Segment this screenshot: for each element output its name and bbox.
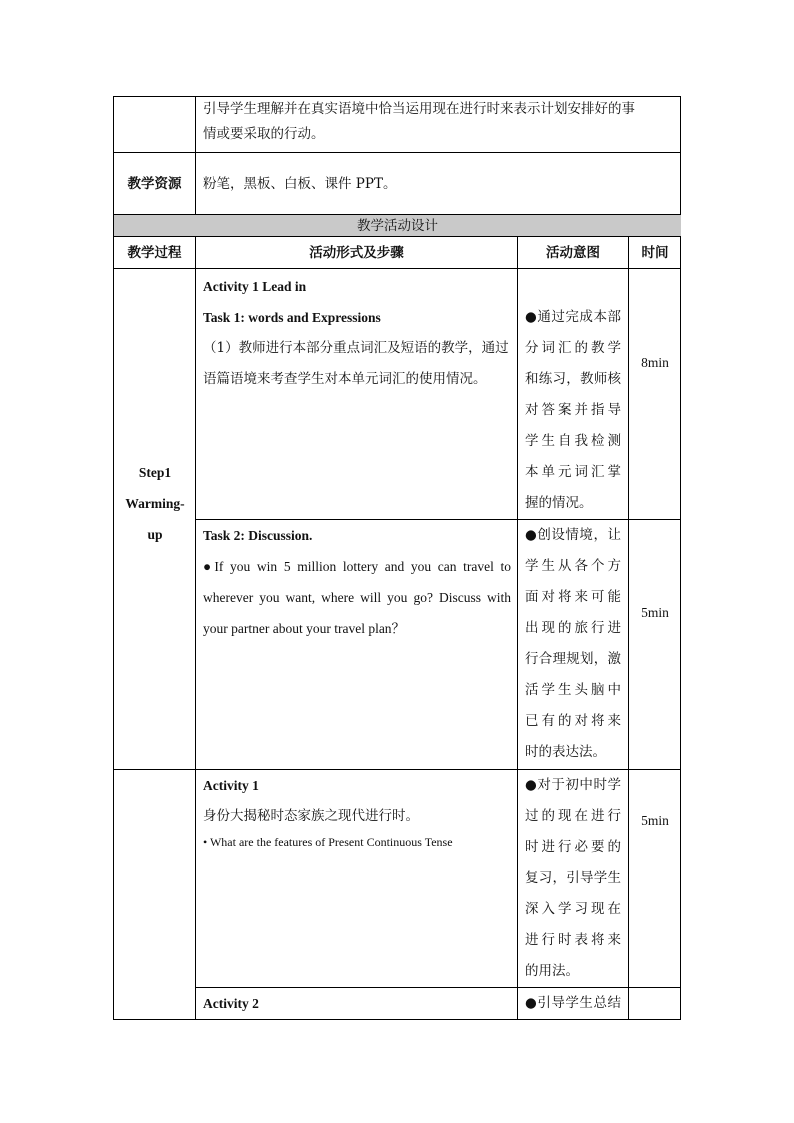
task1-steps-cell xyxy=(196,269,518,520)
section-title-bar xyxy=(114,215,681,237)
task2-intent-cell xyxy=(518,520,629,770)
objective-line: 引导学生理解并在真实语境中恰当运用现在进行时来表示计划安排好的事 xyxy=(203,101,635,117)
s2-activity1-intent-line: 的用法。 xyxy=(525,963,579,979)
task1-line: 语篇语境来考查学生对本单元词汇的使用情况。 xyxy=(203,371,487,387)
task2-intent-line: 出现的旅行进 xyxy=(525,620,621,636)
task1-title: Task 1: words and Expressions xyxy=(203,310,381,325)
task2-line: your partner about your travel plan？ xyxy=(203,621,406,636)
task2-intent-line: 活学生头脑中 xyxy=(525,682,621,698)
task1-intent-line: 本单元词汇掌 xyxy=(525,464,621,480)
header-time: 时间 xyxy=(629,237,681,269)
s2-activity1-intent-cell xyxy=(518,770,629,988)
task2-title: Task 2: Discussion. xyxy=(203,528,313,543)
task1-intent-line: 和练习，教师核 xyxy=(525,371,621,387)
objective-text-cell xyxy=(196,97,681,153)
task2-intent-line: 已有的对将来 xyxy=(525,713,621,729)
step1-label-line: Step1 xyxy=(138,465,172,480)
task2-time: 5min xyxy=(641,605,669,620)
task2-time-cell xyxy=(629,520,681,770)
task1-intent-cell xyxy=(518,269,629,520)
s2-activity1-intent-line: 时进行必要的 xyxy=(525,839,621,855)
section-title: 教学活动设计 xyxy=(357,218,438,234)
s2-activity2-title: Activity 2 xyxy=(203,996,259,1011)
activity1-title: Activity 1 Lead in xyxy=(203,279,307,294)
task1-time-cell xyxy=(629,269,681,520)
task2-intent-line: 行合理规划，激 xyxy=(525,651,621,667)
step1-label-cell xyxy=(114,269,196,770)
task2-line: ●If you win 5 million lottery and you can travel to xyxy=(203,559,511,574)
s2-activity2-intent-cell xyxy=(518,988,629,1020)
header-intent: 活动意图 xyxy=(518,237,629,269)
resources-text-cell xyxy=(196,153,681,215)
objective-line: 情或要采取的行动。 xyxy=(203,126,325,142)
resources-label: 教学资源 xyxy=(127,176,182,192)
task2-line: wherever you want, where will you go? Discuss with xyxy=(203,590,511,605)
s2-activity1-title: Activity 1 xyxy=(203,778,259,793)
s2-activity1-time-cell xyxy=(629,770,681,988)
s2-activity1-intent-line: 进行时表将来 xyxy=(525,932,621,948)
s2-activity1-intent-line: ●对于初中时学 xyxy=(525,777,621,793)
objective-label-cell xyxy=(114,97,196,153)
task2-intent-line: ●创设情境，让 xyxy=(525,527,621,543)
s2-activity1-intent-line: 过的现在进行 xyxy=(525,808,621,824)
step1-label-line: up xyxy=(147,527,163,542)
task2-steps-cell xyxy=(196,520,518,770)
step1-label-line: Warming- xyxy=(125,496,185,511)
header-steps: 活动形式及步骤 xyxy=(196,237,518,269)
s2-activity2-time-cell xyxy=(629,988,681,1020)
s2-activity2-steps-cell xyxy=(196,988,518,1020)
task1-intent-line: 学生自我检测 xyxy=(525,433,621,449)
task1-intent-line: ●通过完成本部 xyxy=(525,309,621,325)
task1-intent-line: 分词汇的教学 xyxy=(525,340,621,356)
s2-activity1-intent-line: 深入学习现在 xyxy=(525,901,621,917)
s2-activity2-intent-line: ●引导学生总结 xyxy=(525,995,621,1011)
task2-intent-line: 学生从各个方 xyxy=(525,558,621,574)
task1-intent-line: 握的情况。 xyxy=(525,495,593,511)
task2-intent-line: 时的表达法。 xyxy=(525,744,606,760)
task1-time: 8min xyxy=(641,355,669,370)
header-process: 教学过程 xyxy=(114,237,196,269)
resources-text: 粉笔，黑板、白板、课件 PPT。 xyxy=(203,176,397,192)
s2-activity1-intent-line: 复习，引导学生 xyxy=(525,870,621,886)
task2-intent-line: 面对将来可能 xyxy=(525,589,621,605)
task1-line: （1）教师进行本部分重点词汇及短语的教学，通过 xyxy=(203,340,509,356)
s2-activity1-bullet: • What are the features of Present Continuous Tense xyxy=(203,835,453,849)
resources-label-cell xyxy=(114,153,196,215)
step2-label-cell xyxy=(114,770,196,1020)
task1-intent-line: 对答案并指导 xyxy=(525,402,621,418)
lesson-plan-table xyxy=(113,96,681,1020)
s2-activity1-subtitle: 身份大揭秘时态家族之现代进行时。 xyxy=(203,808,419,824)
s2-activity1-steps-cell xyxy=(196,770,518,988)
s2-activity1-time: 5min xyxy=(641,813,669,828)
